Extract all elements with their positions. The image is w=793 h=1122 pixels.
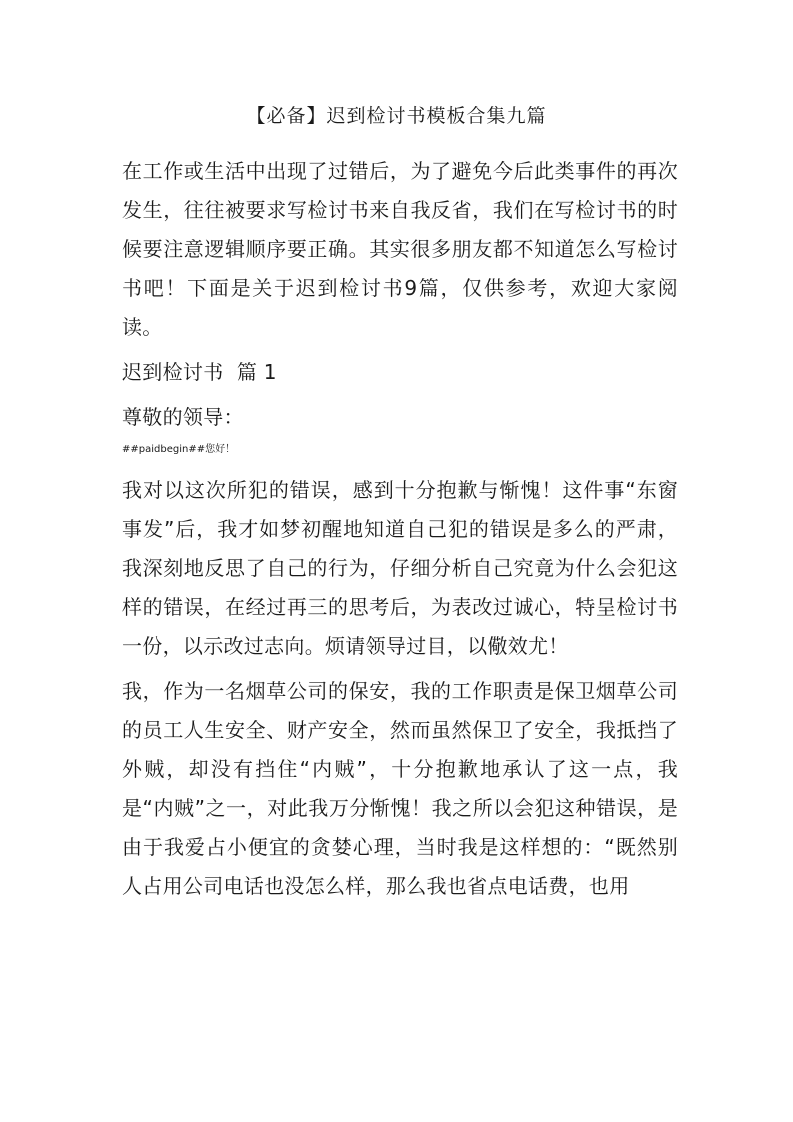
intro-paragraph: 在工作或生活中出现了过错后，为了避免今后此类事件的再次发生，往往被要求写检讨书来自我反省，我们在写检讨书的时候要注意逻辑顺序要正确。其实很多朋友都不知道怎么写检讨书吧！下面是关于迟到检讨书9篇，仅供参考，欢迎大家阅读。: [122, 159, 678, 339]
document-body: [122, 152, 678, 906]
greeting-line: 尊敬的领导：: [122, 405, 244, 429]
document-title: 【必备】迟到检讨书模板合集九篇: [246, 105, 547, 127]
body-paragraph-2: 我，作为一名烟草公司的保安，我的工作职责是保卫烟草公司的员工人生安全、财产安全，然而虽然保卫了安全，我抵挡了外贼，却没有挡住“内贼”，十分抱歉地承认了这一点，我是“内贼”之一，对此我万分惭愧！我之所以会犯这种错误，是由于我爱占小便宜的贪婪心理，当时我是这样想的：“既然别人占用公司电话也没怎么样，那么我也省点电话费，也用: [122, 679, 678, 898]
body-paragraph-1: 我对以这次所犯的错误，感到十分抱歉与惭愧！这件事“东窗事发”后，我才如梦初醒地知道自己犯的错误是多么的严肃，我深刻地反思了自己的行为，仔细分析自己究竟为什么会犯这样的错误，在经过再三的思考后，为表改过诚心，特呈检讨书一份，以示改过志向。烦请领导过目，以儆效尤！: [122, 478, 678, 658]
section-heading: 迟到检讨书 篇 1: [122, 360, 277, 384]
paid-marker-line: ##paidbegin##您好！: [122, 444, 236, 455]
